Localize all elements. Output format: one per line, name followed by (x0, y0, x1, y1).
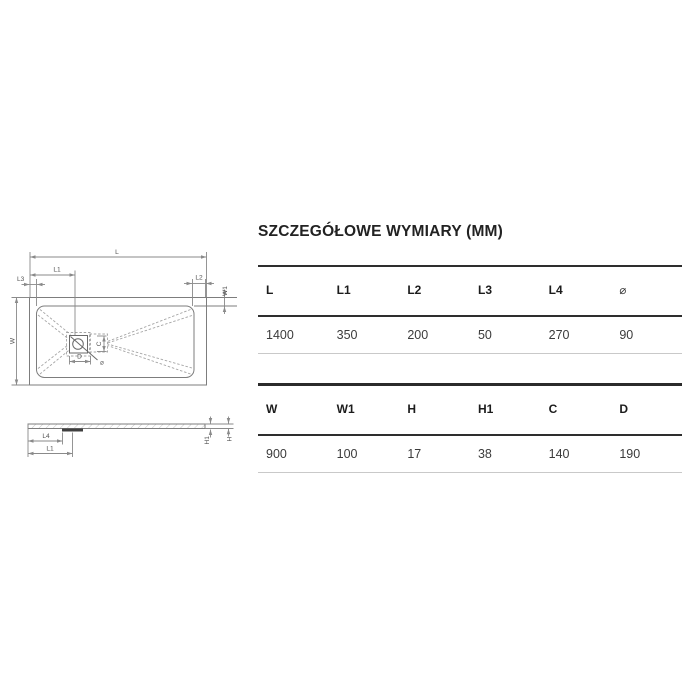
value-W1: 100 (336, 447, 358, 461)
table-header-row (258, 265, 682, 317)
dim-label-C: C (96, 341, 103, 347)
technical-drawings (0, 0, 250, 700)
dim-label-L4: L4 (42, 433, 50, 440)
dim-label-L: L (115, 249, 119, 256)
header-diameter: ⌀ (619, 285, 627, 297)
header-L3: L3 (477, 283, 492, 297)
header-C: C (548, 402, 558, 416)
table-value-row (258, 436, 682, 473)
value-L4: 270 (548, 328, 570, 342)
section-title: SZCZEGÓŁOWE WYMIARY (MM) (258, 223, 504, 240)
table-header-row (258, 383, 682, 436)
dim-label-W: W (9, 337, 17, 345)
dimensions-table-length (258, 265, 682, 354)
value-L1: 350 (336, 328, 358, 342)
header-L: L (266, 283, 274, 297)
drain-box-profile (62, 429, 83, 432)
dim-label-L3: L3 (17, 276, 25, 283)
plan-view (10, 249, 238, 385)
value-W: 900 (266, 447, 287, 461)
header-L2: L2 (407, 283, 422, 297)
header-D: D (619, 402, 628, 416)
value-D: 190 (619, 447, 641, 461)
side-dimensions (28, 417, 234, 458)
tray-profile-bar (28, 424, 205, 429)
value-C: 140 (548, 447, 570, 461)
header-L1: L1 (336, 283, 351, 297)
dim-label-L2: L2 (195, 274, 203, 282)
value-L2: 200 (407, 328, 429, 342)
dim-label-L1: L1 (53, 266, 61, 274)
header-L4: L4 (548, 283, 563, 297)
dimensions-table-width (258, 383, 682, 473)
value-L: 1400 (266, 328, 294, 342)
header-H1: H1 (477, 402, 494, 416)
value-H1: 38 (477, 447, 492, 461)
dim-label-W1: W1 (222, 286, 229, 296)
dim-label-L1-side: L1 (46, 445, 54, 453)
diameter-symbol: ⌀ (100, 359, 104, 367)
dimension-tables (258, 265, 682, 473)
header-H: H (407, 402, 416, 416)
value-H: 17 (407, 447, 422, 461)
value-diameter: 90 (619, 328, 634, 342)
table-value-row (258, 317, 682, 354)
tray-inner-rect (37, 306, 195, 378)
header-W: W (266, 402, 278, 416)
side-view (28, 417, 234, 458)
dim-label-H1: H1 (204, 436, 211, 445)
dim-label-H: H (226, 436, 234, 442)
dim-label-D: D (77, 353, 82, 361)
header-W1: W1 (336, 402, 355, 416)
value-L3: 50 (477, 328, 492, 342)
